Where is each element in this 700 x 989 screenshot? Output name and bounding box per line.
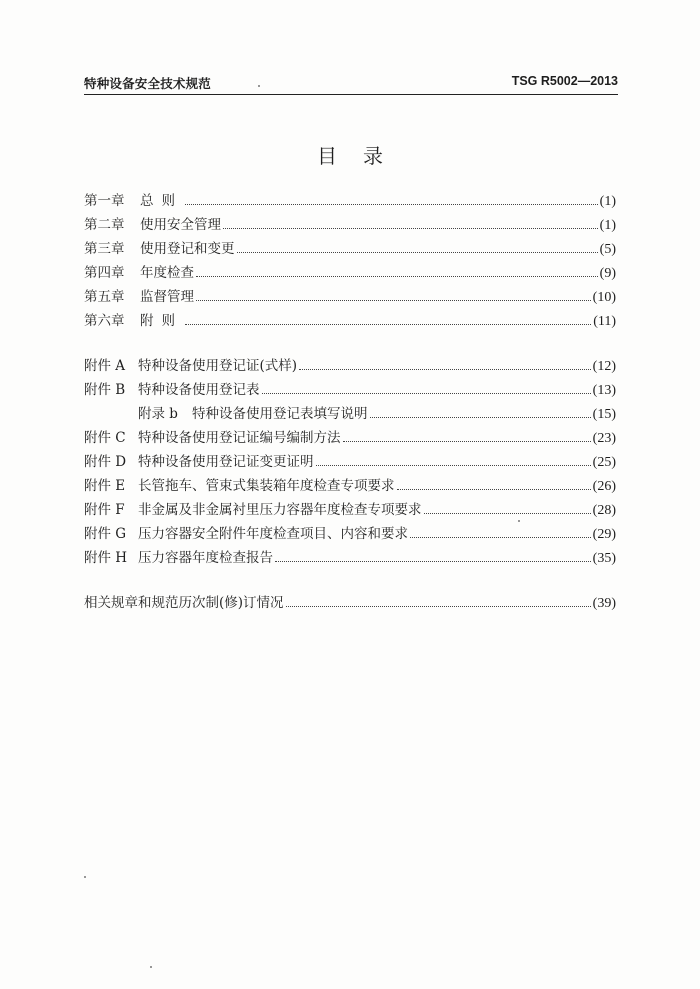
toc-entry-page: (28) <box>592 503 616 518</box>
toc-entry-appendix-b-note[interactable] <box>138 404 616 424</box>
toc-entry-appendix-a[interactable] <box>84 356 616 376</box>
toc-entry-page: (12) <box>592 359 616 374</box>
dot-leader <box>185 204 598 205</box>
dot-leader <box>343 441 591 442</box>
toc-entry-page: (35) <box>592 551 616 566</box>
toc-entry-title: 使用安全管理 <box>140 217 221 233</box>
toc-entry-appendix-h[interactable] <box>84 548 616 568</box>
toc-entry-title: 特种设备使用登记表填写说明 <box>192 406 368 422</box>
toc-entry-chapter-1[interactable] <box>84 191 616 211</box>
toc-entry-chapter-6[interactable] <box>84 311 616 331</box>
toc-entry-label: 附件 H <box>84 550 128 566</box>
dot-leader <box>196 276 598 277</box>
dot-leader <box>424 513 591 514</box>
toc-entry-title: 特种设备使用登记表 <box>138 382 260 398</box>
toc-entry-label: 附件 A <box>84 358 126 374</box>
toc-entry-appendix-c[interactable] <box>84 428 616 448</box>
toc-entry-page: (13) <box>592 383 616 398</box>
toc-entry-appendix-g[interactable] <box>84 524 616 544</box>
dot-leader <box>397 489 591 490</box>
dot-leader <box>286 606 591 607</box>
toc-entry-page: (15) <box>592 407 616 422</box>
dot-leader <box>316 465 591 466</box>
header-series-title: 特种设备安全技术规范 <box>84 76 212 91</box>
toc-entry-label: 附件 C <box>84 430 126 446</box>
toc-entry-page: (26) <box>592 479 616 494</box>
toc-entry-label: 附件 B <box>84 382 126 398</box>
toc-entry-title: 非金属及非金属衬里压力容器年度检查专项要求 <box>138 502 422 518</box>
toc-entry-label: 第六章 <box>84 313 125 329</box>
toc-entry-page: (9) <box>599 266 616 281</box>
toc-entry-title: 相关规章和规范历次制(修)订情况 <box>84 595 284 611</box>
toc-entry-chapter-5[interactable] <box>84 287 616 307</box>
toc-entry-label: 第一章 <box>84 193 125 209</box>
toc-entry-label: 附录 b <box>138 406 178 422</box>
toc-entry-page: (39) <box>592 596 616 611</box>
toc-entry-chapter-2[interactable] <box>84 215 616 235</box>
dot-leader <box>237 252 598 253</box>
toc-entry-page: (29) <box>592 527 616 542</box>
toc-entry-page: (10) <box>592 290 616 305</box>
toc-entry-chapter-3[interactable] <box>84 239 616 259</box>
dot-leader <box>223 228 598 229</box>
toc-entry-label: 第二章 <box>84 217 125 233</box>
toc-entry-title: 特种设备使用登记证编号编制方法 <box>138 430 341 446</box>
toc-entry-page: (5) <box>599 242 616 257</box>
toc-entry-appendix-f[interactable] <box>84 500 616 520</box>
toc-entry-appendix-d[interactable] <box>84 452 616 472</box>
toc-entry-appendix-e[interactable] <box>84 476 616 496</box>
dot-leader <box>185 324 591 325</box>
dot-leader <box>299 369 591 370</box>
header-standard-code: TSG R5002—2013 <box>511 74 618 88</box>
toc-entry-title: 使用登记和变更 <box>140 241 235 257</box>
toc-title: 目录 <box>317 144 409 168</box>
toc-entry-label: 附件 G <box>84 526 127 542</box>
toc-entry-appendix-b[interactable] <box>84 380 616 400</box>
toc-entry-title: 长管拖车、管束式集装箱年度检查专项要求 <box>138 478 395 494</box>
toc-entry-label: 第四章 <box>84 265 125 281</box>
toc-entry-title: 总则 <box>140 193 183 209</box>
dot-leader <box>196 300 591 301</box>
dot-leader <box>262 393 591 394</box>
toc-entry-title: 压力容器安全附件年度检查项目、内容和要求 <box>138 526 408 542</box>
toc-entry-label: 第三章 <box>84 241 125 257</box>
toc-entry-page: (25) <box>592 455 616 470</box>
toc-entry-title: 附则 <box>140 313 183 329</box>
toc-entry-label: 附件 E <box>84 478 126 494</box>
toc-entry-page: (11) <box>593 314 616 329</box>
dot-leader <box>370 417 591 418</box>
toc-entry-title: 年度检查 <box>140 265 194 281</box>
toc-entry-title: 压力容器年度检查报告 <box>138 550 273 566</box>
toc-entry-label: 第五章 <box>84 289 125 305</box>
toc-entry-label: 附件 F <box>84 502 125 518</box>
toc-entry-page: (1) <box>599 218 616 233</box>
toc-entry-page: (1) <box>599 194 616 209</box>
toc-entry-chapter-4[interactable] <box>84 263 616 283</box>
toc-entry-title: 特种设备使用登记证(式样) <box>138 358 298 374</box>
toc-entry-title: 监督管理 <box>140 289 194 305</box>
toc-entry-label: 附件 D <box>84 454 127 470</box>
toc-entry-title: 特种设备使用登记证变更证明 <box>138 454 314 470</box>
dot-leader <box>410 537 591 538</box>
toc-entry-page: (23) <box>592 431 616 446</box>
toc-entry-related-regulations[interactable] <box>84 593 616 613</box>
dot-leader <box>275 561 591 562</box>
